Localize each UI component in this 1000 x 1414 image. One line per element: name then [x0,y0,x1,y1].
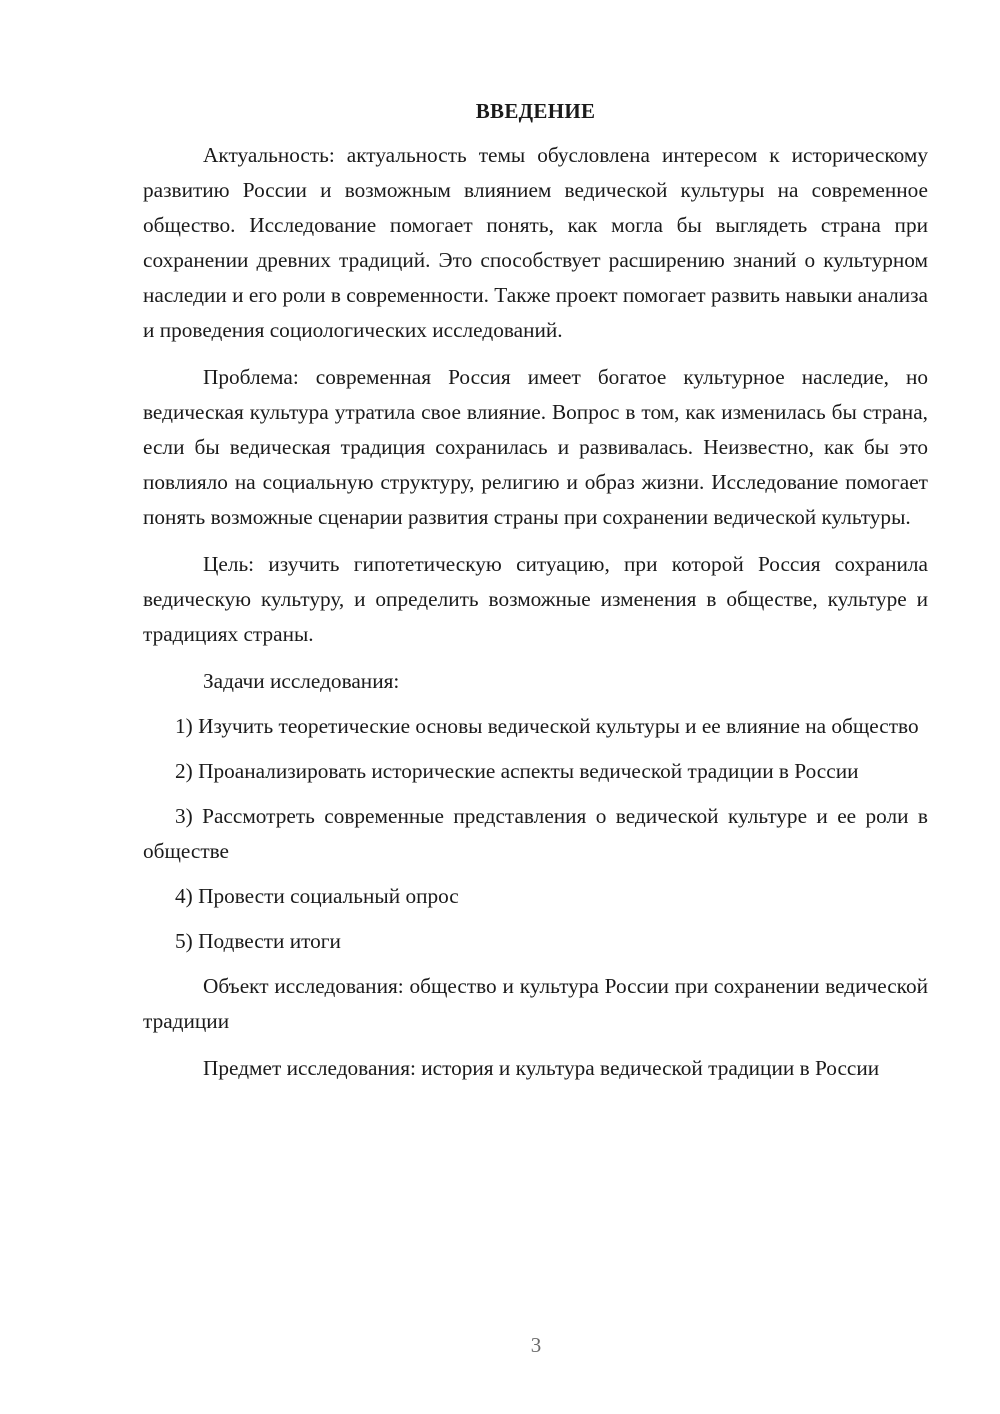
paragraph-relevance: Актуальность: актуальность темы обусловлена интересом к историческому развитию России и возможным влиянием ведической культуры на современное общество. Исследование помогает понять, как могла бы выглядеть страна при сохранении древних традиций. Это способствует расширению знаний о культурном наследии и его роли в современности. Также проект помогает развить навыки анализа и проведения социологических исследований. [143,143,928,342]
paragraph-problem: Проблема: современная Россия имеет богатое культурное наследие, но ведическая культура утратила свое влияние. Вопрос в том, как изменилась бы страна, если бы ведическая традиция сохранилась и развивалась. Неизвестно, как бы это повлияло на социальную структуру, религию и образ жизни. Исследование помогает понять возможные сценарии развития страны при сохранении ведической культуры. [143,365,928,529]
task-item: 4) Провести социальный опрос [175,884,459,908]
task-item: 2) Проанализировать исторические аспекты ведической традиции в России [175,759,859,783]
paragraph-object: Объект исследования: общество и культура России при сохранении ведической традиции [143,974,928,1033]
task-item: 3) Рассмотреть современные представления о ведической культуре и ее роли в обществе [143,804,928,863]
paragraph-subject: Предмет исследования: история и культура ведической традиции в России [203,1056,880,1080]
tasks-heading: Задачи исследования: [203,669,400,693]
paragraph-goal: Цель: изучить гипотетическую ситуацию, при которой Россия сохранила ведическую культуру, и определить возможные изменения в обществе, культуре и традициях страны. [143,552,928,646]
page-number: 3 [530,1333,542,1357]
document-page [143,94,928,1098]
section-title: ВВЕДЕНИЕ [475,99,596,123]
task-item: 1) Изучить теоретические основы ведической культуры и ее влияние на общество [175,714,919,738]
task-item: 5) Подвести итоги [175,929,341,953]
